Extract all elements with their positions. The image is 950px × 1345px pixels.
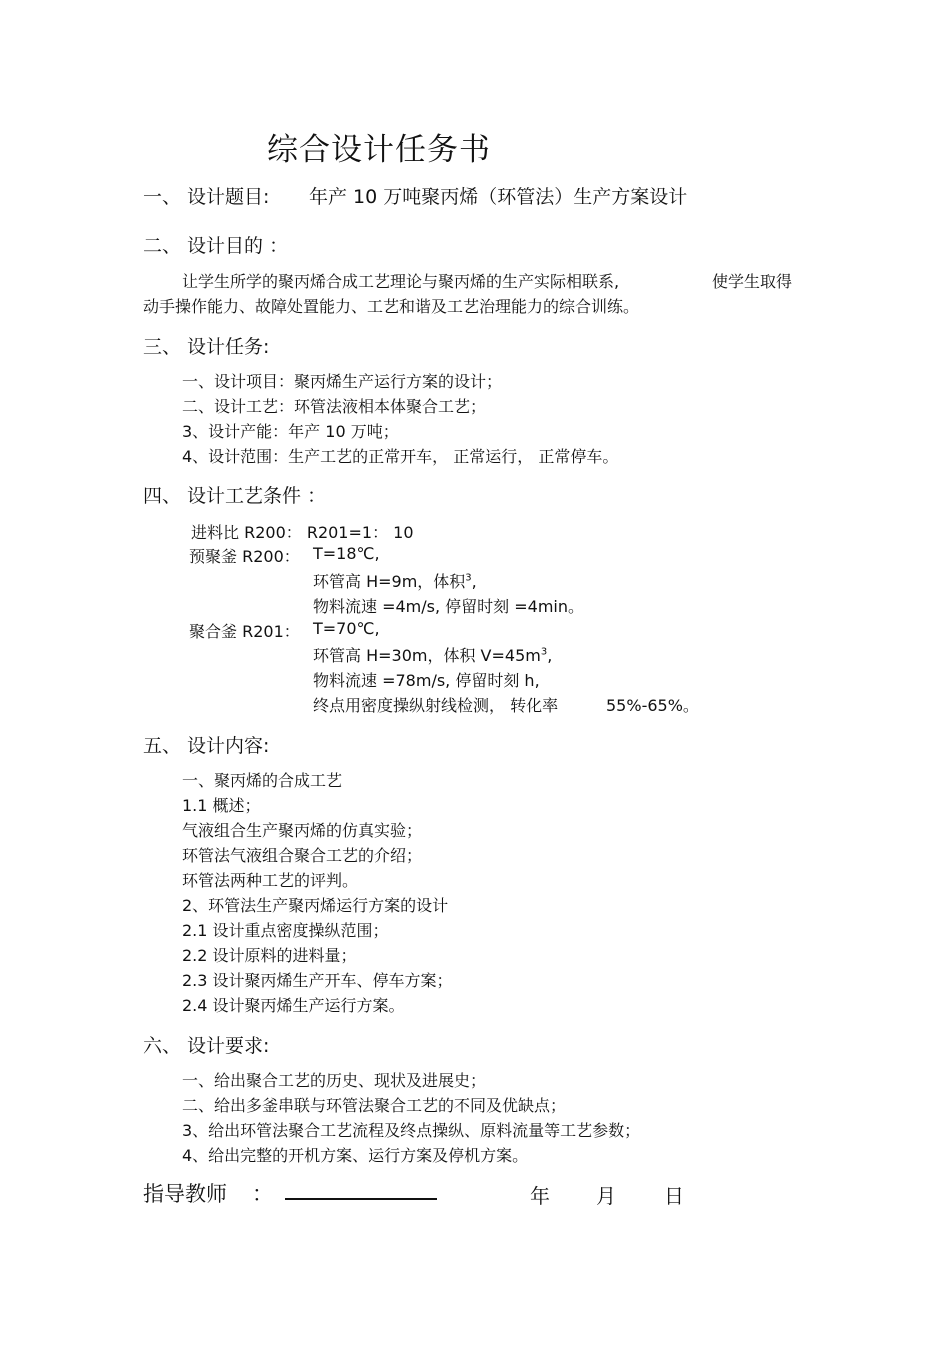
requirement-item: 4、给出完整的开机方案、运行方案及停机方案。 (182, 1146, 529, 1165)
r201-endpoint: 终点用密度操纵射线检测， 转化率 (313, 696, 559, 715)
r200-loop (313, 569, 477, 592)
purpose-line-1b: 使学生取得 (712, 272, 793, 291)
r200-label: 预聚釜 R200： (189, 547, 300, 566)
r200-loop-sup: 3 (465, 572, 472, 584)
requirement-item: 3、给出环管法聚合工艺流程及终点操纵、原料流量等工艺参数； (182, 1121, 641, 1140)
requirement-item: 一、给出聚合工艺的历史、现状及进展史； (182, 1071, 487, 1090)
r201-flow: 物料流速 =78m/s, 停留时刻 h, (313, 671, 540, 690)
content-item: 2.4 设计聚丙烯生产运行方案。 (182, 996, 405, 1015)
content-item: 环管法两种工艺的评判。 (182, 871, 359, 890)
task-item: 二、设计工艺：环管法液相本体聚合工艺； (182, 397, 487, 416)
instructor-signature-line[interactable] (285, 1198, 437, 1200)
date-year-label: 年 (530, 1184, 550, 1208)
content-item: 环管法气液组合聚合工艺的介绍； (182, 846, 423, 865)
feed-ratio: 进料比 R200： R201=1： 10 (191, 523, 414, 542)
section-3-heading: 三、 设计任务: (143, 336, 270, 358)
r200-flow: 物料流速 =4m/s, 停留时刻 =4min。 (313, 597, 585, 616)
task-item: 3、设计产能：年产 10 万吨； (182, 422, 399, 441)
section-6-heading: 六、 设计要求: (143, 1035, 270, 1057)
r200-temperature: T=18℃, (313, 544, 380, 563)
section-1-heading: 一、 设计题目: (143, 186, 270, 208)
design-topic: 年产 10 万吨聚丙烯（环管法）生产方案设计 (309, 186, 688, 208)
content-item: 2.2 设计原料的进料量； (182, 946, 357, 965)
section-4-heading: 四、 设计工艺条件 ： (143, 485, 327, 507)
r201-temperature: T=70℃, (313, 619, 380, 638)
purpose-line-2: 动手操作能力、故障处置能力、工艺和谐及工艺治理能力的综合训练。 (143, 297, 640, 316)
section-5-heading: 五、 设计内容: (143, 735, 270, 757)
r201-loop-sup: 3 (540, 646, 548, 658)
document-title: 综合设计任务书 (267, 132, 491, 168)
r200-loop-end: , (471, 572, 477, 591)
content-item: 2、环管法生产聚丙烯运行方案的设计 (182, 896, 449, 915)
content-item: 1.1 概述； (182, 796, 261, 815)
content-item: 2.1 设计重点密度操纵范围； (182, 921, 389, 940)
r201-loop (313, 643, 552, 666)
task-item: 一、设计项目：聚丙烯生产运行方案的设计； (182, 372, 503, 391)
date-month-label: 月 (596, 1184, 616, 1208)
content-item: 一、聚丙烯的合成工艺 (182, 771, 343, 790)
r201-conversion-rate: 55%-65%。 (606, 696, 699, 715)
r200-loop-text: 环管高 H=9m，体积 (313, 572, 466, 591)
instructor-colon: ： (252, 1182, 273, 1206)
task-item: 4、设计范围：生产工艺的正常开车， 正常运行， 正常停车。 (182, 447, 619, 466)
r201-loop-text: 环管高 H=30m，体积 V=45m (313, 646, 541, 665)
date-day-label: 日 (664, 1184, 684, 1208)
content-item: 气液组合生产聚丙烯的仿真实验； (182, 821, 423, 840)
requirement-item: 二、给出多釜串联与环管法聚合工艺的不同及优缺点； (182, 1096, 567, 1115)
section-2-heading: 二、 设计目的 ： (143, 235, 289, 257)
r201-loop-end: , (547, 646, 553, 665)
purpose-line-1a: 让学生所学的聚丙烯合成工艺理论与聚丙烯的生产实际相联系, (182, 272, 620, 291)
instructor-label: 指导教师 (143, 1182, 227, 1206)
r201-label: 聚合釜 R201： (189, 622, 300, 641)
content-item: 2.3 设计聚丙烯生产开车、停车方案； (182, 971, 453, 990)
